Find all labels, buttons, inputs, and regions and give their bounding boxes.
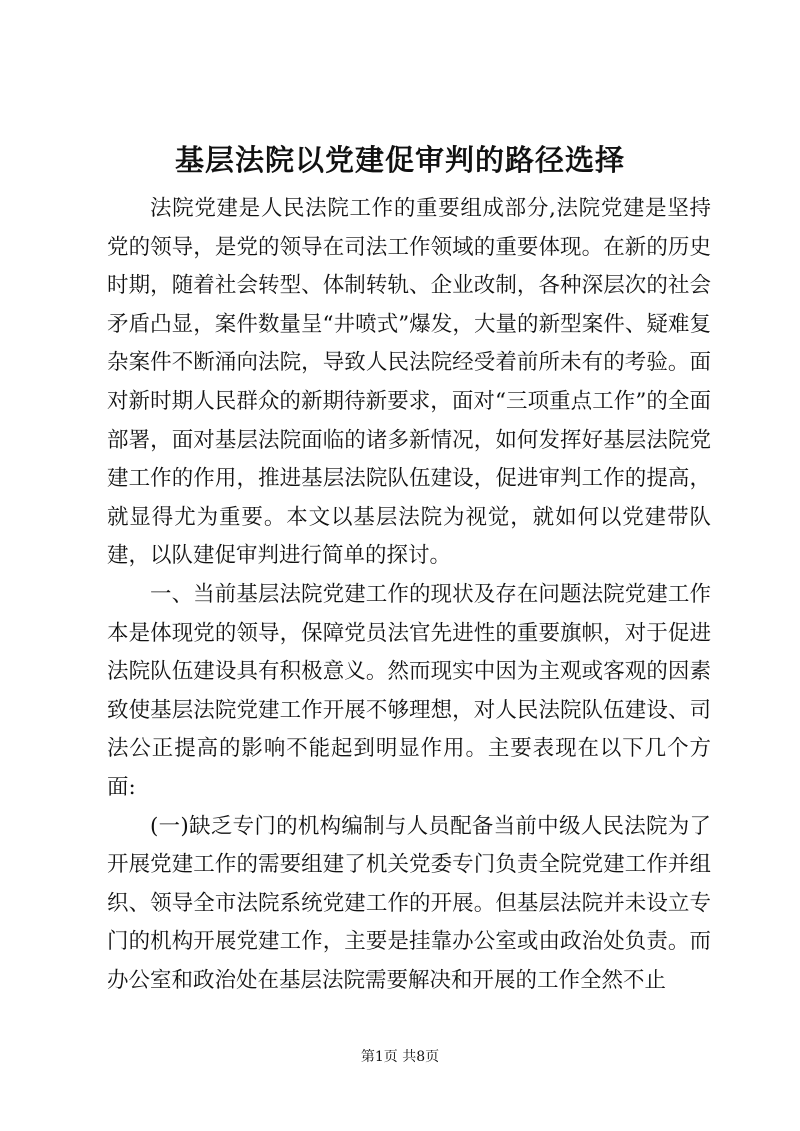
paragraph-subsection-one: (一)缺乏专门的机构编制与人员配备当前中级人民法院为了开展党建工作的需要组建了机关党委专门负责全院党建工作并组织、领导全市法院系统党建工作的开展。但基层法院并未设立专门的机构开展党建工作，主要是挂靠办公室或由政治处负责。而办公室和政治处在基层法院需要解决和开展的工作全然不止	[107, 813, 711, 993]
paragraph-section-one: 一、当前基层法院党建工作的现状及存在问题法院党建工作本是体现党的领导，保障党员法官先进性的重要旗帜，对于促进法院队伍建设具有积极意义。然而现实中因为主观或客观的因素致使基层法院党建工作开展不够理想，对人民法院队伍建设、司法公正提高的影响不能起到明显作用。主要表现在以下几个方面:	[107, 581, 711, 800]
page-number-footer: 第1页 共8页	[360, 1049, 440, 1065]
paragraph-intro: 法院党建是人民法院工作的重要组成部分,法院党建是坚持党的领导，是党的领导在司法工作领域的重要体现。在新的历史时期，随着社会转型、体制转轨、企业改制，各种深层次的社会矛盾凸显，案件数量呈“井喷式”爆发，大量的新型案件、疑难复杂案件不断涌向法院，导致人民法院经受着前所未有的考验。面对新时期人民群众的新期待新要求，面对“三项重点工作”的全面部署，面对基层法院面临的诸多新情况，如何发挥好基层法院党建工作的作用，推进基层法院队伍建设，促进审判工作的提高，就显得尤为重要。本文以基层法院为视觉，就如何以党建带队建，以队建促审判进行简单的探讨。	[107, 196, 711, 569]
document-body	[107, 190, 711, 1000]
document-title: 基层法院以党建促审判的路径选择	[174, 143, 625, 177]
